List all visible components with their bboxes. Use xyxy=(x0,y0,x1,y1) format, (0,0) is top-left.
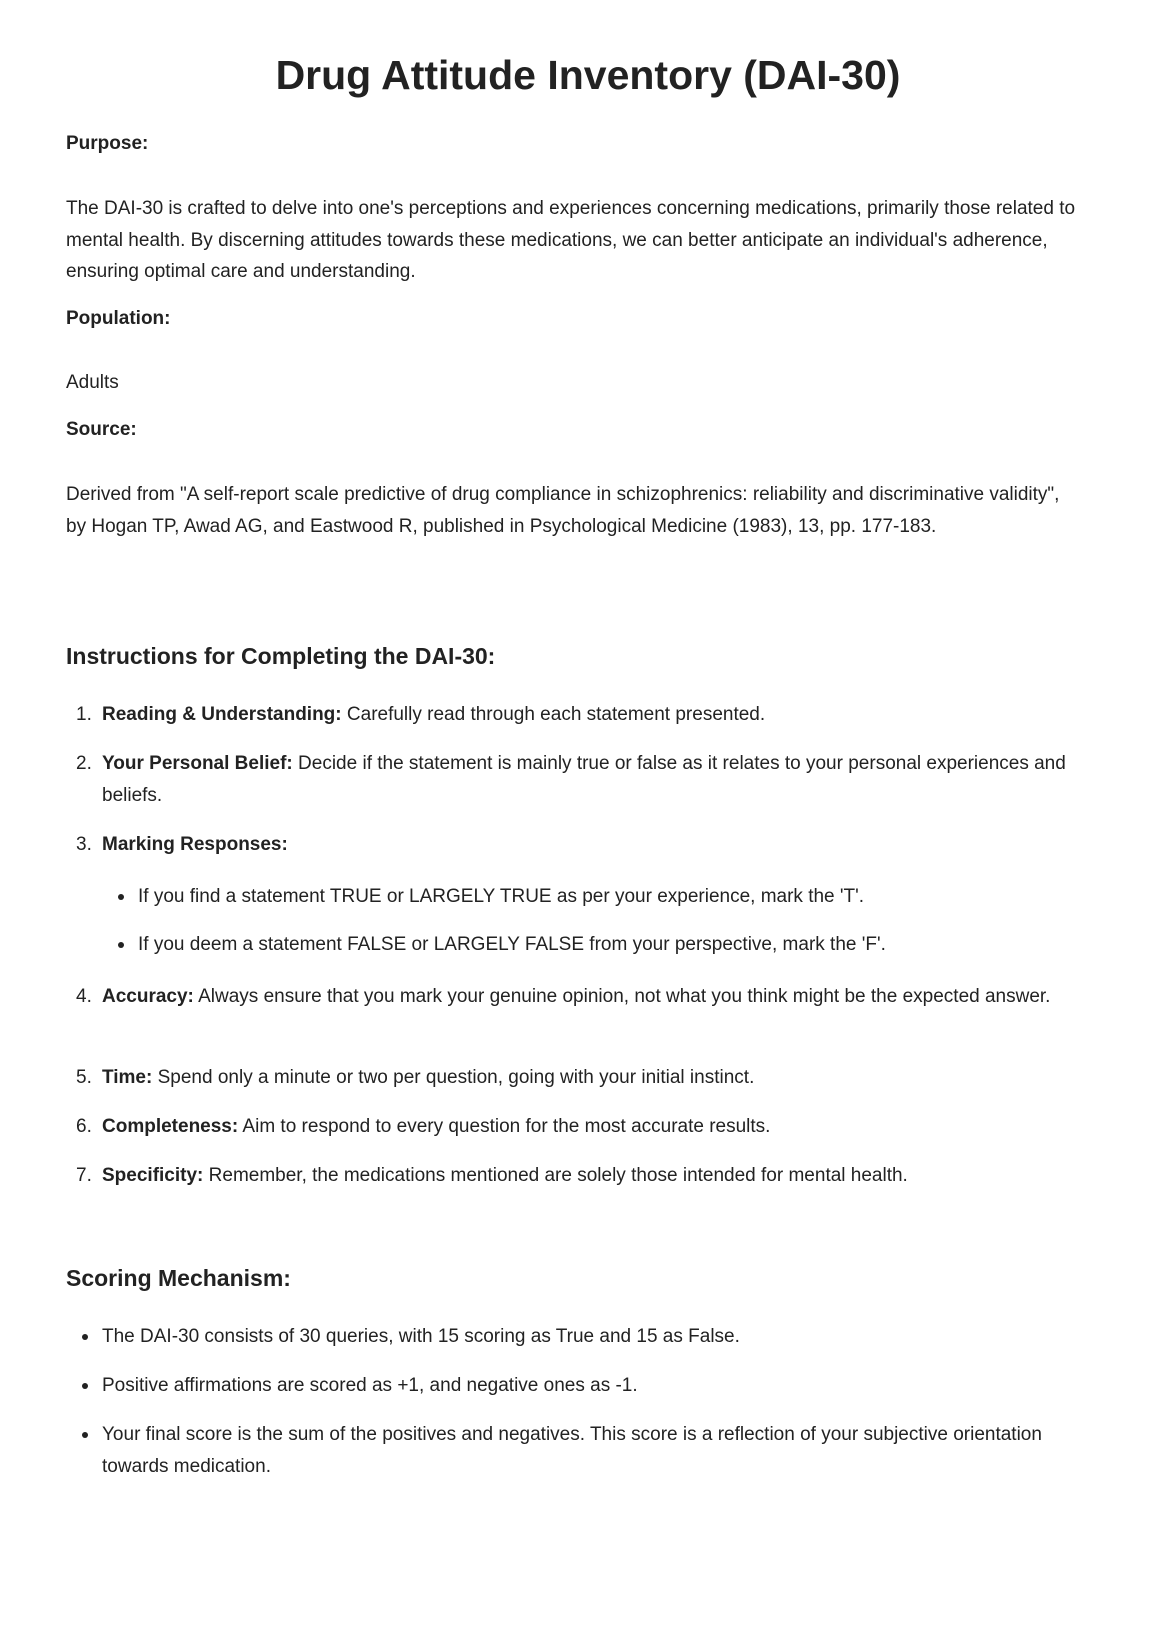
item-number: 7. xyxy=(76,1165,92,1186)
item-term: Marking Responses: xyxy=(102,834,288,855)
purpose-text: The DAI-30 is crafted to delve into one's perceptions and experiences concerning medications, primarily those related to mental health. By discerning attitudes towards these medications, we can better anticipate an individual's adherence, ensuring optimal care and understanding. xyxy=(66,198,1076,282)
item-text: Decide if the statement is mainly true or false as it relates to your personal experiences and beliefs. xyxy=(102,753,1066,806)
scoring-heading: Scoring Mechanism: xyxy=(66,1265,291,1291)
bullet-text: If you deem a statement FALSE or LARGELY FALSE from your perspective, mark the 'F'. xyxy=(138,934,886,955)
bullet-text: If you find a statement TRUE or LARGELY TRUE as per your experience, mark the 'T'. xyxy=(138,886,865,907)
item-number: 2. xyxy=(76,753,92,774)
item-text: Carefully read through each statement presented. xyxy=(341,704,766,725)
item-number: 3. xyxy=(76,834,92,855)
population-text: Adults xyxy=(66,372,119,393)
item-number: 4. xyxy=(76,986,92,1007)
item-number: 6. xyxy=(76,1116,92,1137)
bullet-text: Positive affirmations are scored as +1, and negative ones as -1. xyxy=(102,1375,638,1396)
bullet-icon xyxy=(82,1432,88,1438)
instructions-heading: Instructions for Completing the DAI-30: xyxy=(66,643,496,669)
scoring-bullet xyxy=(66,1370,1076,1402)
bullet-text: Your final score is the sum of the positives and negatives. This score is a reflection of your subjective orientation towards medication. xyxy=(102,1424,1042,1477)
purpose-label: Purpose: xyxy=(66,133,149,154)
item-term: Time: xyxy=(102,1067,153,1088)
item-term: Reading & Understanding: xyxy=(102,704,342,725)
item-text: Aim to respond to every question for the most accurate results. xyxy=(238,1116,771,1137)
instruction-item xyxy=(66,1062,1076,1094)
item-text: Always ensure that you mark your genuine opinion, not what you think might be the expected answer. xyxy=(193,986,1051,1007)
bullet-icon xyxy=(82,1383,88,1389)
item-number: 1. xyxy=(76,704,92,725)
item-term: Accuracy: xyxy=(102,986,194,1007)
scoring-bullet xyxy=(66,1419,1076,1483)
instruction-item xyxy=(66,981,1076,1013)
item-term: Your Personal Belief: xyxy=(102,753,293,774)
item-text: Remember, the medications mentioned are solely those intended for mental health. xyxy=(203,1165,908,1186)
instruction-item xyxy=(66,1111,1076,1143)
scoring-bullet xyxy=(66,1321,1076,1353)
item-term: Completeness: xyxy=(102,1116,239,1137)
instruction-item xyxy=(66,829,1076,861)
bullet-icon xyxy=(118,942,124,948)
instruction-item xyxy=(66,699,1076,731)
instruction-item xyxy=(66,1160,1076,1192)
instruction-item xyxy=(66,748,1076,812)
source-label: Source: xyxy=(66,419,137,440)
item-text: Spend only a minute or two per question, going with your initial instinct. xyxy=(152,1067,755,1088)
bullet-text: The DAI-30 consists of 30 queries, with 15 scoring as True and 15 as False. xyxy=(102,1326,740,1347)
item-number: 5. xyxy=(76,1067,92,1088)
page-title: Drug Attitude Inventory (DAI-30) xyxy=(275,52,901,98)
bullet-icon xyxy=(82,1334,88,1340)
item-term: Specificity: xyxy=(102,1165,204,1186)
bullet-icon xyxy=(118,894,124,900)
source-text: Derived from "A self-report scale predictive of drug compliance in schizophrenics: reliability and discriminative validity", by Hogan TP, Awad AG, and Eastwood R, published in Psychological Medicine (1983), 13, pp. 177-183. xyxy=(66,484,1060,537)
marking-bullet xyxy=(102,881,1112,913)
marking-bullet xyxy=(102,929,1112,961)
population-label: Population: xyxy=(66,308,171,329)
